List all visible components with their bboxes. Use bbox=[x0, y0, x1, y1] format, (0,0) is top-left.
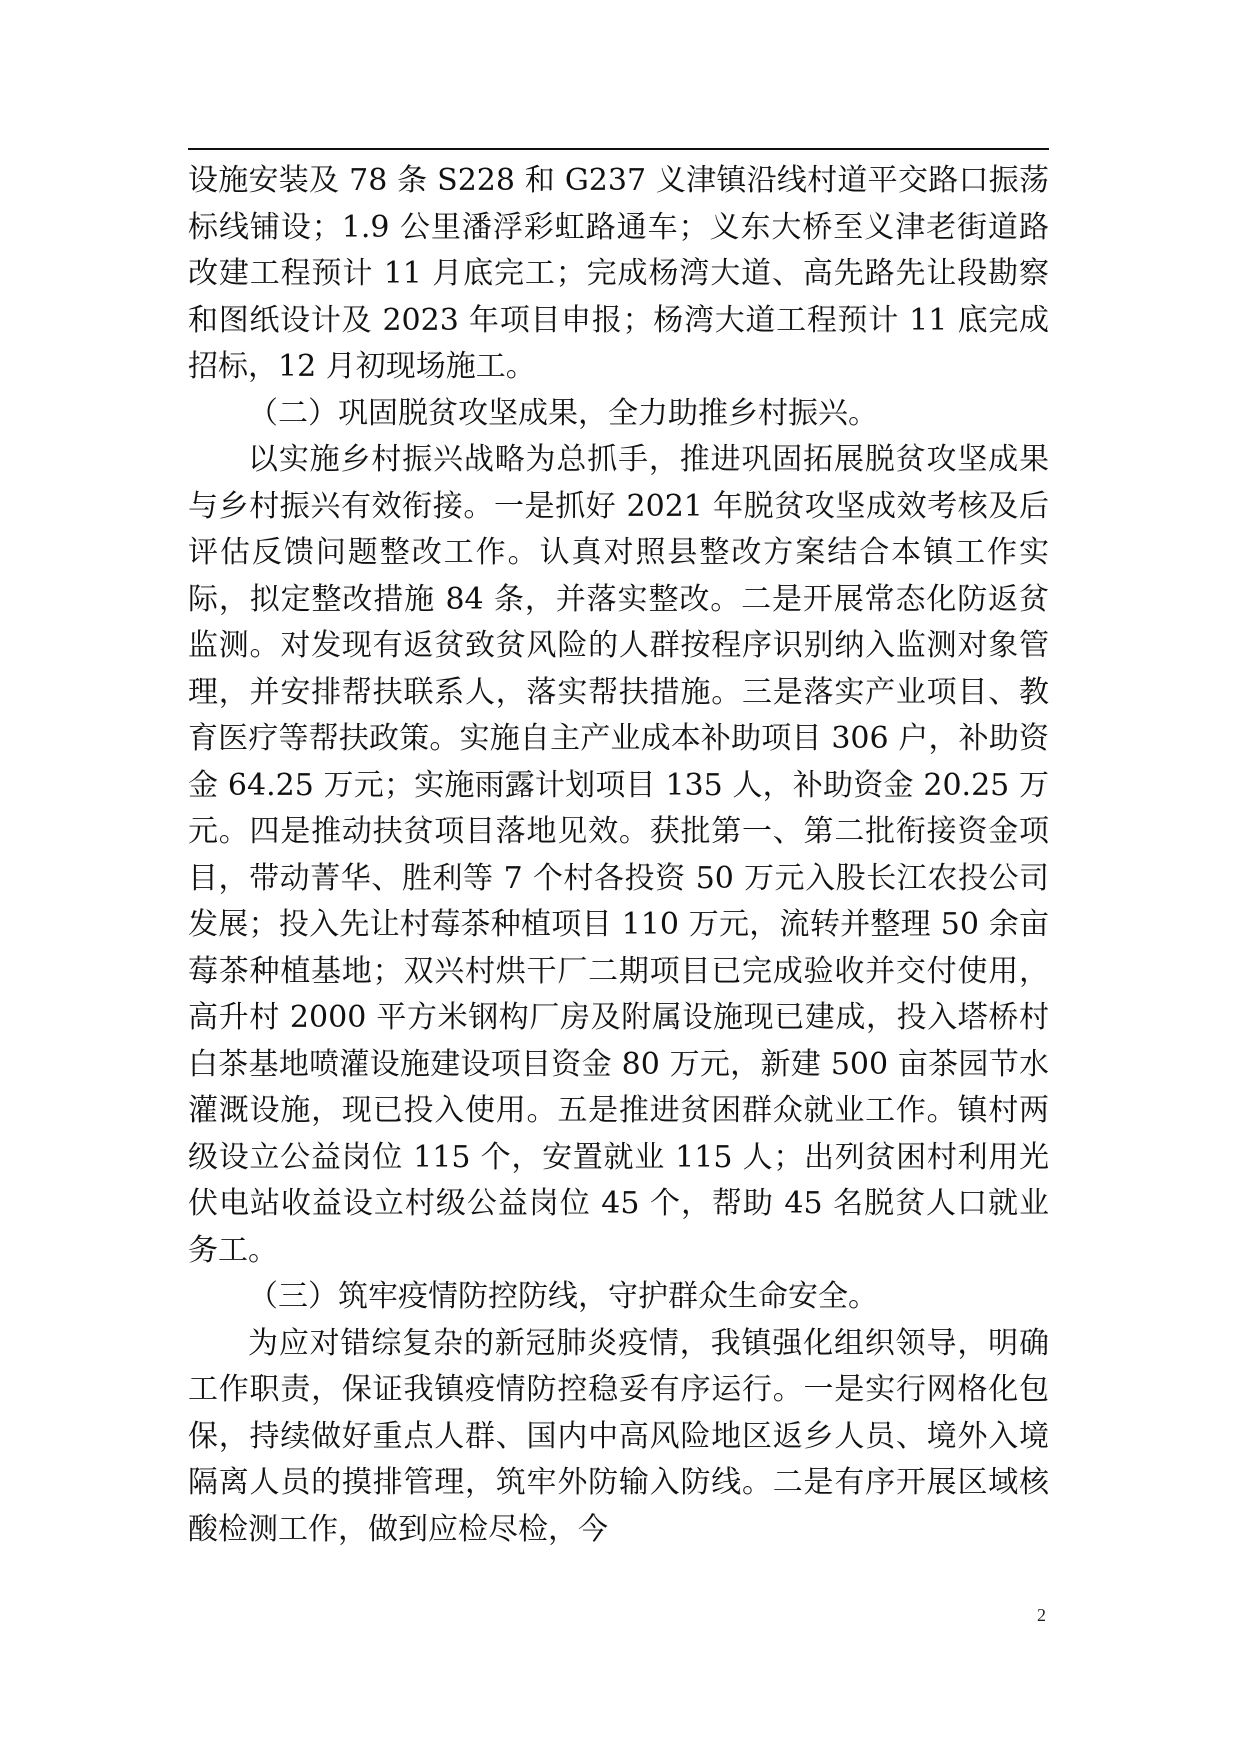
paragraph-epidemic-control: 为应对错综复杂的新冠肺炎疫情，我镇强化组织领导，明确工作职责，保证我镇疫情防控稳妥有序运行。一是实行网格化包保，持续做好重点人群、国内中高风险地区返乡人员、境外入境隔离人员的摸排管理，筑牢外防输入防线。二是有序开展区域核酸检测工作，做到应检尽检，今 bbox=[188, 1325, 1049, 1547]
section-heading-epidemic: （三）筑牢疫情防控防线，守护群众生命安全。 bbox=[248, 1279, 878, 1314]
page-number: 2 bbox=[1037, 1605, 1046, 1625]
paragraph-road-projects: 设施安装及 78 条 S228 和 G237 义津镇沿线村道平交路口振荡标线铺设；1.9 公里潘浮彩虹路通车；义东大桥至义津老街道路改建工程预计 11 月底完工；完成杨湾大道、高先路先让段勘察和图纸设计及 2023 年项目申报；杨湾大道工程预计 11 底完成招标，12 月初现场施工。 bbox=[188, 163, 1049, 384]
header-rule bbox=[188, 148, 1049, 150]
section-heading-poverty: （二）巩固脱贫攻坚成果，全力助推乡村振兴。 bbox=[248, 395, 878, 431]
paragraph-poverty-alleviation: 以实施乡村振兴战略为总抓手，推进巩固拓展脱贫攻坚成果与乡村振兴有效衔接。一是抓好 2021 年脱贫攻坚成效考核及后评估反馈问题整改工作。认真对照县整改方案结合本镇工作实际，拟定整改措施 84 条，并落实整改。二是开展常态化防返贫监测。对发现有返贫致贫风险的人群按程序识别纳入监测对象管理，并安排帮扶联系人，落实帮扶措施。三是落实产业项目、教育医疗等帮扶政策。实施自主产业成本补助项目 306 户，补助资金 64.25 万元；实施雨露计划项目 135 人，补助资金 20.25 万元。四是推动扶贫项目落地见效。获批第一、第二批衔接资金项目，带动菁华、胜利等 7 个村各投资 50 万元入股长江农投公司发展；投入先让村莓茶种植项目 110 万元，流转并整理 50 余亩莓茶种植基地；双兴村烘干厂二期项目已完成验收并交付使用，高升村 2000 平方米钢构厂房及附属设施现已建成，投入塔桥村白茶基地喷灌设施建设项目资金 80 万元，新建 500 亩茶园节水灌溉设施，现已投入使用。五是推进贫困群众就业工作。镇村两级设立公益岗位 115 个，安置就业 115 人；出列贫困村利用光伏电站收益设立村级公益岗位 45 个，帮助 45 名脱贫人口就业务工。 bbox=[188, 442, 1049, 1268]
body-text bbox=[188, 158, 1049, 1553]
